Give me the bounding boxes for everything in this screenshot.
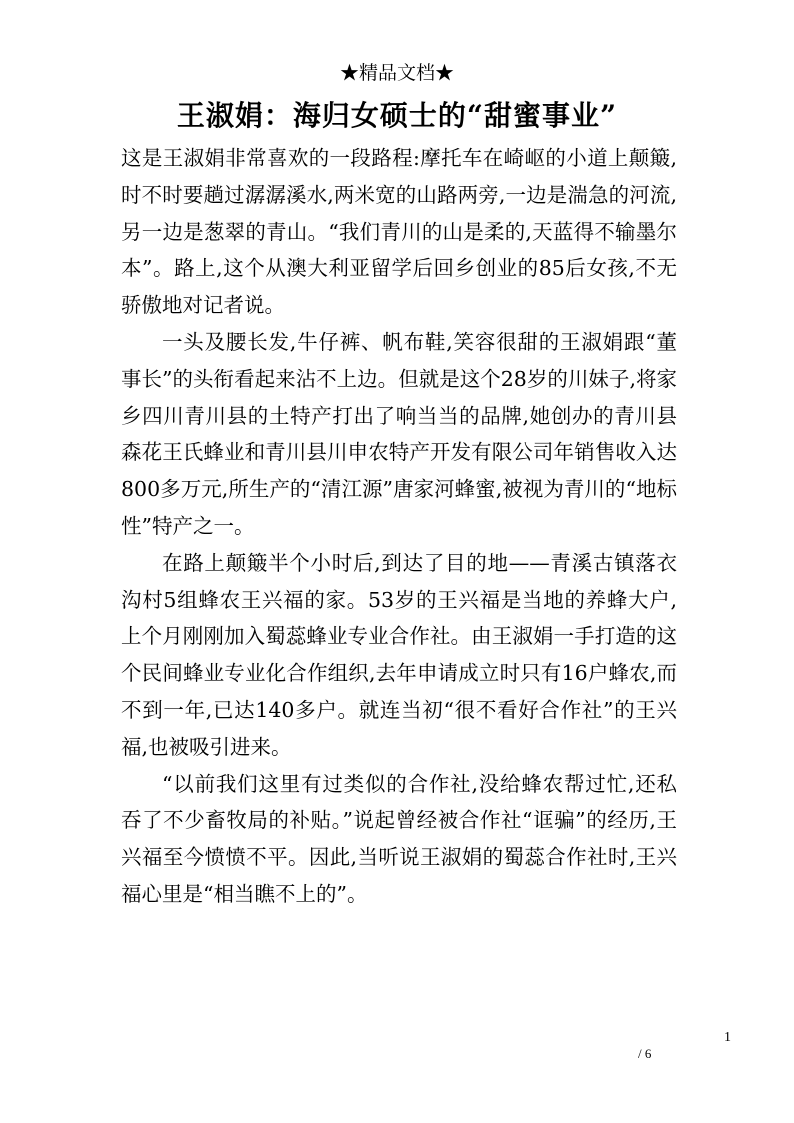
paragraph-2: 一头及腰长发,牛仔裤、帆布鞋,笑容很甜的王淑娟跟“董事长”的头衔看起来沾不上边。但就是这个28岁的川妹子,将家乡四川青川县的土特产打出了响当当的品牌,她创办的青川县森花王氏蜂业和青川县川申农特产开发有限公司年销售收入达800多万元,所生产的“清江源”唐家河蜂蜜,被视为青川的“地标性”特产之一。 xyxy=(121,329,677,538)
paragraph-4: “以前我们这里有过类似的合作社,没给蜂农帮过忙,还私吞了不少畜牧局的补贴。”说起曾经被合作社“诓骗”的经历,王兴福至今愤愤不平。因此,当听说王淑娟的蜀蕊合作社时,王兴福心里是“相当瞧不上的”。 xyxy=(121,771,677,906)
document-header-label: ★精品文档★ xyxy=(339,62,454,84)
article-title: 王淑娟：海归女硕士的“甜蜜事业” xyxy=(176,99,618,132)
article-body xyxy=(121,140,677,913)
page-total: / 6 xyxy=(638,1046,652,1061)
paragraph-3: 在路上颠簸半个小时后,到达了目的地——青溪古镇落衣沟村5组蜂农王兴福的家。53岁的王兴福是当地的养蜂大户,上个月刚刚加入蜀蕊蜂业专业合作社。由王淑娟一手打造的这个民间蜂业专业化合作组织,去年申请成立时只有16户蜂农,而不到一年,已达140多户。就连当初“很不看好合作社”的王兴福,也被吸引进来。 xyxy=(121,550,677,759)
paragraph-1: 这是王淑娟非常喜欢的一段路程:摩托车在崎岖的小道上颠簸,时不时要趟过潺潺溪水,两米宽的山路两旁,一边是湍急的河流,另一边是葱翠的青山。“我们青川的山是柔的,天蓝得不输墨尔本”。路上,这个从澳大利亚留学后回乡创业的85后女孩,不无骄傲地对记者说。 xyxy=(121,146,677,318)
page-number: 1 xyxy=(724,1030,731,1045)
